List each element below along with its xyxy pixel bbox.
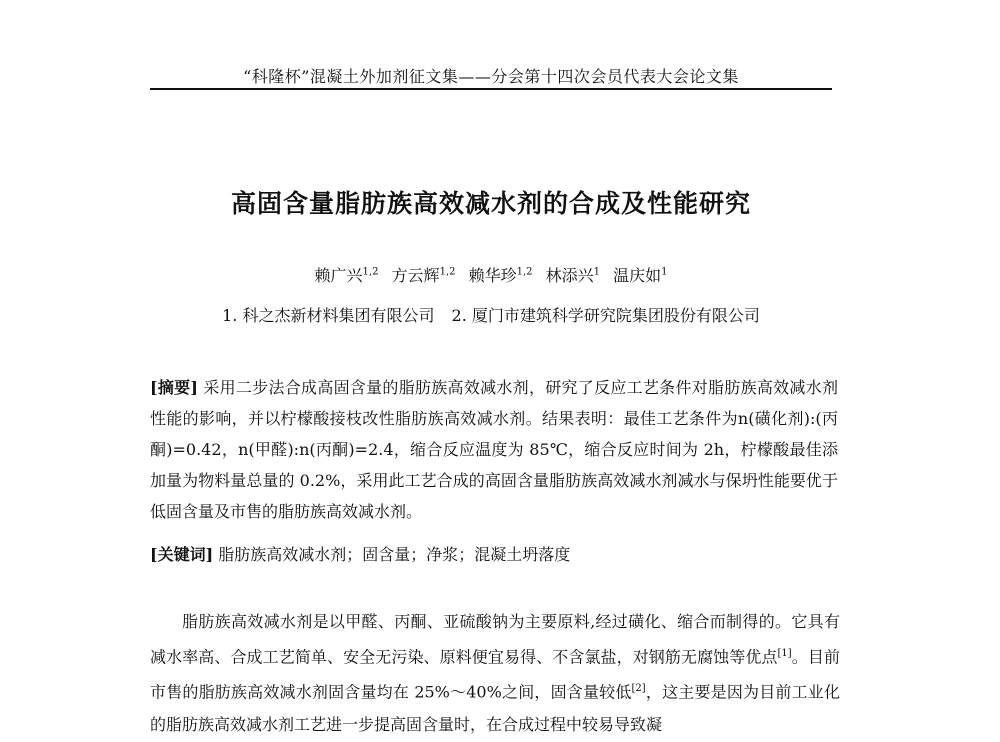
keywords-label: [关键词] xyxy=(150,545,214,564)
body-paragraph xyxy=(150,606,840,741)
author xyxy=(315,266,379,285)
affiliation: 2. 厦门市建筑科学研究院集团股份有限公司 xyxy=(451,306,760,325)
paper-title: 高固含量脂肪族高效减水剂的合成及性能研究 xyxy=(230,189,751,218)
header-rule xyxy=(150,88,832,90)
keywords xyxy=(150,539,838,570)
citation-ref[interactable]: [2] xyxy=(631,683,646,695)
author-name: 林添兴 xyxy=(545,266,594,285)
body-text-segment: ，这主要是因为目前工业化的脂肪族高效减水剂工艺进一步提高固含量时，在合成过程中较易导致凝 xyxy=(150,682,840,734)
author-name: 赖广兴 xyxy=(314,266,363,285)
citation-ref[interactable]: [1] xyxy=(777,648,792,659)
body-text-segment: 脂肪族高效减水剂是以甲醛、丙酮、亚硫酸钠为主要原料,经过磺化、缩合而制得的。它具有减水率高、合成工艺简单、安全无污染、原料便宜易得、不含氯盐，对钢筋无腐蚀等优点 xyxy=(150,612,840,667)
body-text-segment: 。目前市售的脂肪族高效减水剂固含量均在 25%～40%之间，固含量较低 xyxy=(150,647,840,702)
keywords-text: 脂肪族高效减水剂；固含量；净浆；混凝土坍落度 xyxy=(218,545,571,564)
author xyxy=(613,266,667,285)
author-affiliation-mark: 1,2 xyxy=(516,266,533,278)
abstract-label: [摘要] xyxy=(150,378,198,397)
author-affiliation-mark: 1 xyxy=(593,266,600,278)
author-name: 赖华珍 xyxy=(468,266,517,285)
affiliation: 1. 科之杰新材料集团有限公司 xyxy=(222,306,435,325)
author-name: 温庆如 xyxy=(613,266,662,285)
abstract-text: 采用二步法合成高固含量的脂肪族高效减水剂，研究了反应工艺条件对脂肪族高效减水剂性能的影响，并以柠檬酸接枝改性脂肪族高效减水剂。结果表明：最佳工艺条件为n(磺化剂):(丙酮)=0.42，n(甲醛):n(丙酮)=2.4，缩合反应温度为 85℃，缩合反应时间为 2h，柠檬酸最佳添加量为物料量总量的 0.2%，采用此工艺合成的高固含量脂肪族高效减水剂减水与保坍性能要优于低固含量及市售的脂肪族高效减水剂。 xyxy=(150,378,838,521)
author xyxy=(392,266,456,285)
author-name: 方云辉 xyxy=(391,266,440,285)
author-affiliation-mark: 1,2 xyxy=(439,266,456,278)
author-affiliation-mark: 1 xyxy=(661,266,668,278)
affiliation-list xyxy=(150,303,832,326)
abstract xyxy=(150,372,838,527)
author-affiliation-mark: 1,2 xyxy=(362,266,379,278)
running-header: “科隆杯”混凝土外加剂征文集——分会第十四次会员代表大会论文集 xyxy=(243,67,739,86)
author xyxy=(469,266,533,285)
author-list xyxy=(150,263,832,286)
author xyxy=(546,266,600,285)
